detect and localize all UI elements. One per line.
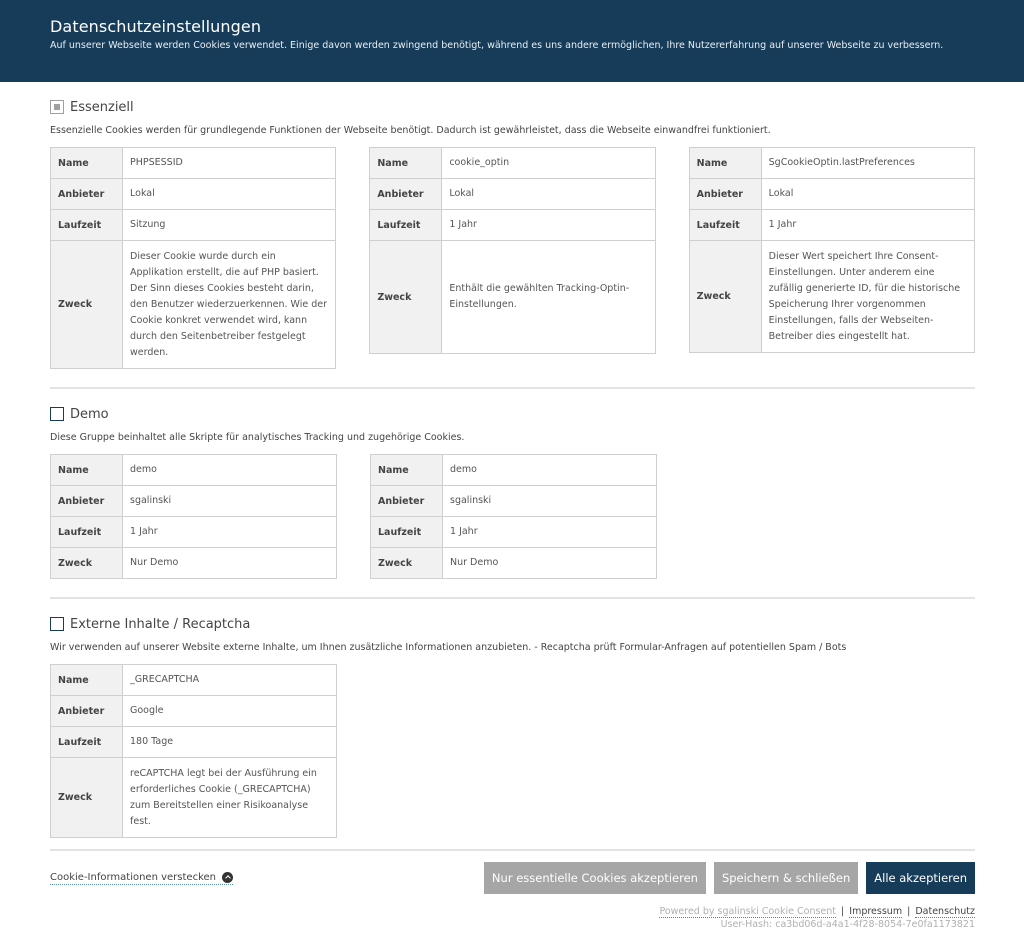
cookie-table-grecaptcha xyxy=(50,664,337,838)
privacy-link[interactable]: Datenschutz xyxy=(915,906,975,917)
label-duration: Laufzeit xyxy=(370,210,442,241)
cookie-table-demo xyxy=(50,454,337,579)
cookie-table-demo-2 xyxy=(370,454,657,579)
cookie-purpose: Nur Demo xyxy=(123,548,337,579)
checkbox-externe-inhalte[interactable] xyxy=(50,617,64,631)
button-group xyxy=(484,862,975,894)
label-purpose: Zweck xyxy=(371,548,443,579)
hide-cookie-info-link[interactable] xyxy=(50,872,233,885)
cookie-purpose: Dieser Cookie wurde durch ein Applikation erstellt, die auf PHP basiert. Der Sinn dieses Cookies besteht darin, den Benutzer wiederzuerkennen. Wie der Cookie konkret verwendet wird, kann durch den Seitenbetreiber festgelegt werden. xyxy=(123,241,336,369)
label-duration: Laufzeit xyxy=(51,727,123,758)
label-purpose: Zweck xyxy=(370,241,442,354)
label-provider: Anbieter xyxy=(51,486,123,517)
cookie-duration: 1 Jahr xyxy=(442,210,655,241)
label-name: Name xyxy=(51,455,123,486)
cookie-duration: 1 Jahr xyxy=(761,210,974,241)
chevron-up-circle-icon xyxy=(222,872,233,883)
label-name: Name xyxy=(371,455,443,486)
label-purpose: Zweck xyxy=(51,548,123,579)
page-title: Datenschutzeinstellungen xyxy=(50,17,262,36)
cookie-duration: Sitzung xyxy=(123,210,336,241)
cookie-provider: Lokal xyxy=(761,179,974,210)
cookie-name: _GRECAPTCHA xyxy=(123,665,337,696)
label-name: Name xyxy=(51,148,123,179)
cookie-purpose: Enthält die gewählten Tracking-Optin-Einstellungen. xyxy=(442,241,655,354)
label-name: Name xyxy=(51,665,123,696)
cookie-name: cookie_optin xyxy=(442,148,655,179)
label-provider: Anbieter xyxy=(689,179,761,210)
group-externe-inhalte xyxy=(50,599,975,851)
cookie-duration: 1 Jahr xyxy=(443,517,657,548)
label-purpose: Zweck xyxy=(51,241,123,369)
group-description: Diese Gruppe beinhaltet alle Skripte für analytisches Tracking und zugehörige Cookies. xyxy=(50,432,465,443)
cookie-purpose: Dieser Wert speichert Ihre Consent-Einstellungen. Unter anderem eine zufällig generierte ID, für die historische Speicherung Ihrer vorgenommen Einstellungen, falls der Webseiten-Betreiber dies eingestellt hat. xyxy=(761,241,974,353)
footer-actions xyxy=(50,862,975,894)
label-duration: Laufzeit xyxy=(371,517,443,548)
cookie-name: demo xyxy=(123,455,337,486)
cookie-table-cookie-optin xyxy=(369,147,655,354)
label-duration: Laufzeit xyxy=(51,517,123,548)
cookie-purpose: reCAPTCHA legt bei der Ausführung ein erforderliches Cookie (_GRECAPTCHA) zum Bereitstellen einer Risikoanalyse fest. xyxy=(123,758,337,838)
powered-by-link[interactable]: Powered by sgalinski Cookie Consent xyxy=(659,906,836,917)
cookie-name: demo xyxy=(443,455,657,486)
label-purpose: Zweck xyxy=(689,241,761,353)
header-description: Auf unserer Webseite werden Cookies verwendet. Einige davon werden zwingend benötigt, während es uns andere ermöglichen, Ihre Nutzererfahrung auf unserer Webseite zu verbessern. xyxy=(50,40,944,51)
separator: | xyxy=(907,906,911,917)
consent-content xyxy=(0,82,1024,930)
cookie-duration: 180 Tage xyxy=(123,727,337,758)
imprint-link[interactable]: Impressum xyxy=(849,906,903,917)
label-duration: Laufzeit xyxy=(689,210,761,241)
consent-header xyxy=(0,0,1024,82)
cookie-provider: Google xyxy=(123,696,337,727)
cookie-name: PHPSESSID xyxy=(123,148,336,179)
group-description: Wir verwenden auf unserer Website externe Inhalte, um Ihnen zusätzliche Informationen anzubieten. - Recaptcha prüft Formular-Anfragen auf potentiellen Spam / Bots xyxy=(50,642,847,653)
label-name: Name xyxy=(689,148,761,179)
checkbox-demo[interactable] xyxy=(50,407,64,421)
label-provider: Anbieter xyxy=(371,486,443,517)
group-description: Essenzielle Cookies werden für grundlegende Funktionen der Webseite benötigt. Dadurch ist gewährleistet, dass die Webseite einwandfrei funktioniert. xyxy=(50,125,771,136)
group-title: Essenziell xyxy=(70,99,134,115)
cookie-provider: Lokal xyxy=(442,179,655,210)
user-hash: User-Hash: ca3bd06d-a4a1-4f28-8054-7e0fa1173821 xyxy=(720,919,975,930)
label-provider: Anbieter xyxy=(51,696,123,727)
cookie-purpose: Nur Demo xyxy=(443,548,657,579)
group-demo xyxy=(50,389,975,599)
cookie-table-sgcookieoptin xyxy=(689,147,975,353)
footer-meta xyxy=(50,906,975,930)
label-duration: Laufzeit xyxy=(51,210,123,241)
checkbox-essenziell[interactable] xyxy=(50,100,64,114)
cookie-tables xyxy=(50,454,975,579)
group-title: Demo xyxy=(70,406,109,422)
group-title: Externe Inhalte / Recaptcha xyxy=(70,616,251,632)
cookie-duration: 1 Jahr xyxy=(123,517,337,548)
label-provider: Anbieter xyxy=(51,179,123,210)
cookie-provider: sgalinski xyxy=(443,486,657,517)
label-purpose: Zweck xyxy=(51,758,123,838)
cookie-table-phpsessid xyxy=(50,147,336,369)
group-essenziell xyxy=(50,82,975,389)
separator: | xyxy=(841,906,845,917)
cookie-name: SgCookieOptin.lastPreferences xyxy=(761,148,974,179)
divider xyxy=(50,849,975,851)
accept-all-button[interactable]: Alle akzeptieren xyxy=(866,862,975,894)
accept-essential-button[interactable]: Nur essentielle Cookies akzeptieren xyxy=(484,862,706,894)
save-close-button[interactable]: Speichern & schließen xyxy=(714,862,858,894)
cookie-provider: sgalinski xyxy=(123,486,337,517)
cookie-provider: Lokal xyxy=(123,179,336,210)
hide-cookie-info-label: Cookie-Informationen verstecken xyxy=(50,871,216,883)
cookie-tables xyxy=(50,664,975,838)
label-provider: Anbieter xyxy=(370,179,442,210)
cookie-tables xyxy=(50,147,975,369)
label-name: Name xyxy=(370,148,442,179)
